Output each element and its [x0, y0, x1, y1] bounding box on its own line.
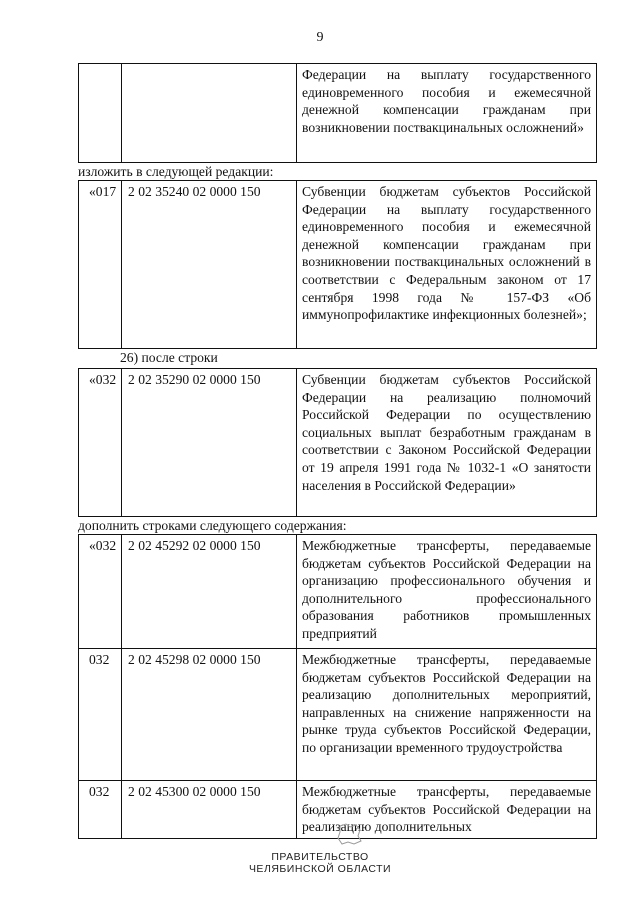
table-row — [79, 369, 597, 517]
table-after-row — [78, 368, 597, 517]
table-row — [79, 181, 597, 349]
row-description: Межбюджетные трансферты, передаваемые бюджетам субъектов Российской Федерации на реализацию дополнительных мероприятий, направленных на снижение напряженности на рынке труда субъектов Российской Федерации, по организации временного трудоустройства — [297, 649, 597, 781]
row-code — [79, 64, 122, 163]
row-kbk: 2 02 35290 02 0000 150 — [122, 369, 297, 517]
table-row — [79, 649, 597, 781]
row-kbk — [122, 64, 297, 163]
row-code: «017 — [79, 181, 122, 349]
row-description: Субвенции бюджетам субъектов Российской Федерации на реализацию полномочий Российской Федерации по осуществлению социальных выплат безработным гражданам в соответствии с Законом Российской Федерации от 19 апреля 1991 года № 1032-1 «О занятости населения в Российской Федерации» — [297, 369, 597, 517]
footer-org-line2: ЧЕЛЯБИНСКОЙ ОБЛАСТИ — [248, 863, 392, 875]
page-number: 9 — [316, 30, 324, 45]
instruction-add-rows: дополнить строками следующего содержания: — [78, 518, 347, 533]
row-code: «032 — [79, 369, 122, 517]
row-description: Субвенции бюджетам субъектов Российской Федерации на выплату государственного единовременного пособия и ежемесячной денежной компенсации гражданам при возникновении поствакцинальных осложнений в соответствии с Федеральным законом от 17 сентября 1998 года № 157-ФЗ «Об иммунопрофилактике инфекционных болезней»; — [297, 181, 597, 349]
row-code: 032 — [79, 649, 122, 781]
row-description: Федерации на выплату государственного единовременного пособия и ежемесячной денежной компенсации гражданам при возникновении поствакцинальных осложнений» — [297, 64, 597, 163]
row-description: Межбюджетные трансферты, передаваемые бюджетам субъектов Российской Федерации на реализацию дополнительных — [297, 781, 597, 839]
table-new-rows — [78, 534, 597, 839]
row-code: 032 — [79, 781, 122, 839]
row-code: «032 — [79, 535, 122, 649]
instruction-replace: изложить в следующей редакции: — [78, 164, 274, 179]
table-row — [79, 535, 597, 649]
table-continuation — [78, 63, 597, 163]
row-kbk: 2 02 45292 02 0000 150 — [122, 535, 297, 649]
row-description: Межбюджетные трансферты, передаваемые бюджетам субъектов Российской Федерации на организацию профессионального обучения и дополнительного профессионального образования работников промышленных предприятий — [297, 535, 597, 649]
instruction-after-row: 26) после строки — [120, 350, 218, 365]
footer-org-line1: ПРАВИТЕЛЬСТВО — [271, 851, 369, 863]
table-replacement — [78, 180, 597, 349]
seal-emblem-icon — [336, 823, 362, 845]
row-kbk: 2 02 35240 02 0000 150 — [122, 181, 297, 349]
row-kbk: 2 02 45300 02 0000 150 — [122, 781, 297, 839]
row-kbk: 2 02 45298 02 0000 150 — [122, 649, 297, 781]
table-row — [79, 64, 597, 163]
